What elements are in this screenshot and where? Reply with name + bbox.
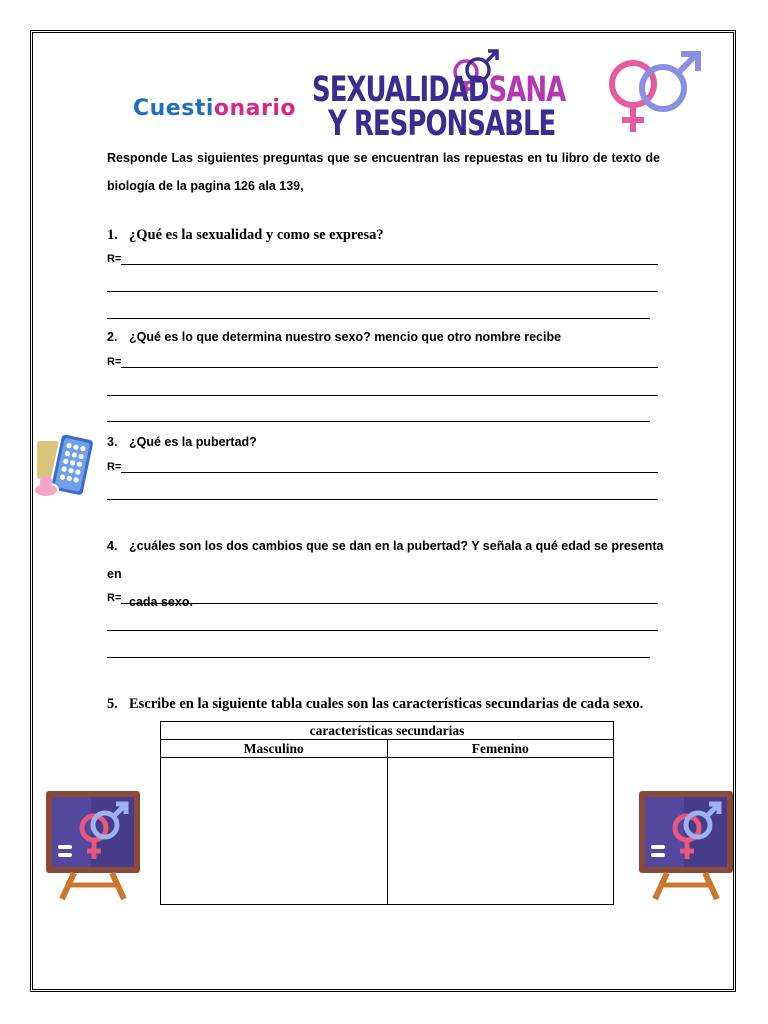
page-title: Cuestionario xyxy=(133,96,297,121)
chalkboard-gender-icon xyxy=(44,789,142,901)
female-answer-cell[interactable] xyxy=(387,758,614,905)
secondary-characteristics-table xyxy=(160,721,614,905)
banner-line-2: Y RESPONSABLE xyxy=(328,104,556,145)
table-title: características secundarias xyxy=(161,722,614,740)
answer-line[interactable] xyxy=(107,280,659,294)
question-5: 5. Escribe en la siguiente tabla cuales son las características secundarias de cada sexo. xyxy=(107,696,644,712)
instructions: Responde Las siguientes preguntas que se encuentran las repuestas en tu libro de texto de biología de la pagina 126 ala 139, xyxy=(107,151,660,193)
answer-line[interactable]: R= xyxy=(107,253,659,267)
answer-line[interactable] xyxy=(107,646,652,660)
banner-line-1: SEXUALIDADSANA xyxy=(312,70,566,111)
topic-banner xyxy=(312,48,566,145)
chalkboard-gender-icon xyxy=(637,789,735,901)
column-header-male: Masculino xyxy=(161,740,388,758)
table-header-row xyxy=(161,740,614,758)
answer-line[interactable] xyxy=(107,488,659,502)
contraceptive-pills-icon xyxy=(28,432,98,502)
answer-line[interactable] xyxy=(107,619,659,633)
gender-symbols-icon xyxy=(603,50,703,134)
answer-line[interactable] xyxy=(107,307,652,321)
table-row xyxy=(161,758,614,905)
table-title-row xyxy=(161,722,614,740)
question-2: 2. ¿Qué es lo que determina nuestro sexo? mencio que otro nombre recibe xyxy=(107,330,562,344)
male-answer-cell[interactable] xyxy=(161,758,388,905)
question-1: 1. ¿Qué es la sexualidad y como se expresa? xyxy=(107,227,384,243)
answer-line[interactable] xyxy=(107,384,659,398)
answer-line[interactable] xyxy=(107,410,652,424)
question-3: 3. ¿Qué es la pubertad? xyxy=(107,435,257,449)
question-4: 4. ¿cuáles son los dos cambios que se dan en la pubertad? Y señala a qué edad se presenta en cada sexo. xyxy=(107,539,664,609)
column-header-female: Femenino xyxy=(387,740,614,758)
answer-line[interactable]: R= xyxy=(107,356,659,370)
answer-line[interactable]: R= xyxy=(107,461,659,475)
answer-line[interactable]: R= xyxy=(107,592,659,606)
